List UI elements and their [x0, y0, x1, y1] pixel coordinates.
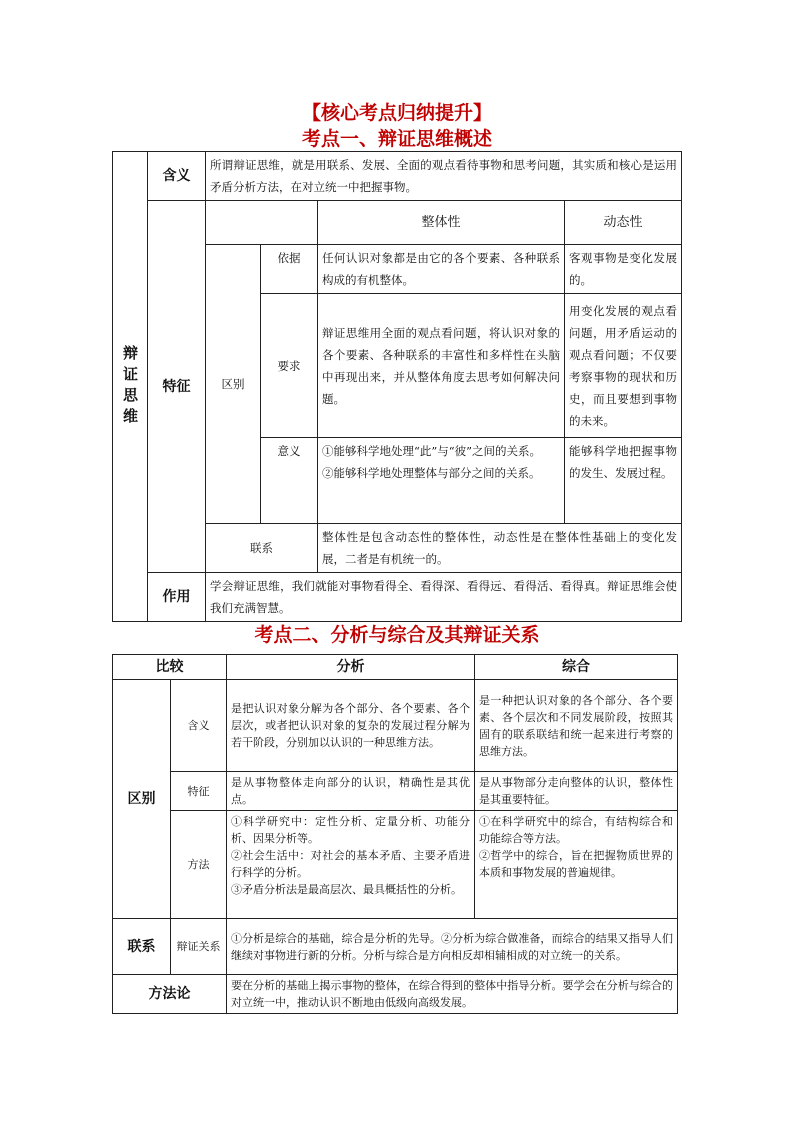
col-dynamic-header: 动态性 [565, 201, 682, 245]
h-compare: 比较 [113, 655, 227, 680]
h-synthesis: 综合 [475, 655, 678, 680]
meaning-text: 所谓辩证思维，就是用联系、发展、全面的观点看待事物和思考问题，其实质和核心是运用矛盾分析方法，在对立统一中把握事物。 [206, 152, 682, 201]
role-text: 学会辩证思维，我们就能对事物看得全、看得深、看得远、看得活、看得真。辩证思维会使我们充满智慧。 [206, 573, 682, 622]
sig-whole-1: ①能够科学地处理“此”与“彼”之间的关系。 [322, 444, 542, 458]
link-text: 整体性是包含动态性的整体性，动态性是在整体性基础上的变化发展，二者是有机统一的。 [318, 524, 682, 573]
feature-synthesis: 是从事物部分走向整体的认识，整体性是其重要特征。 [475, 772, 678, 811]
side-label: 辩证思维 [121, 344, 139, 429]
dialectic-label: 辩证关系 [171, 919, 227, 975]
meaning-analysis: 是把认识对象分解为各个部分、各个要素、各个层次，或者把认识对象的复杂的发展过程分解为若干阶段，分别加以认识的一种思维方法。 [227, 680, 475, 772]
blank-header-cell [206, 201, 318, 245]
feature-label: 特征 [148, 201, 206, 573]
methodology-label: 方法论 [113, 975, 227, 1014]
meaning-synthesis: 是一种把认识对象的各个部分、各个要素、各个层次和不同发展阶段，按照其固有的联系联结和统一起来进行考察的思维方法。 [475, 680, 678, 772]
col-whole-header: 整体性 [318, 201, 565, 245]
h-analysis: 分析 [227, 655, 475, 680]
method-analysis-3: ③矛盾分析法是最高层次、最具概括性的分析。 [231, 883, 462, 896]
topic2-title: 考点二、分析与综合及其辩证关系 [254, 624, 540, 646]
basis-whole: 任何认识对象都是由它的各个要素、各种联系构成的有机整体。 [318, 245, 565, 294]
feature-analysis: 是从事物整体走向部分的认识，精确性是其优点。 [227, 772, 475, 811]
sig-label: 意义 [261, 438, 318, 524]
req-dynamic: 用变化发展的观点看问题，用矛盾运动的观点看问题；不仅要考察事物的现状和历史，而且要想到事物的未来。 [565, 294, 682, 438]
link-label: 联系 [206, 524, 318, 573]
meaning-label: 含义 [148, 152, 206, 201]
method-synthesis-2: ②哲学中的综合，旨在把握物质世界的本质和事物发展的普遍规律。 [479, 849, 673, 879]
sig-whole [318, 438, 565, 524]
topic1-title: 考点一、辩证思维概述 [301, 128, 492, 150]
dialectical-thinking-table [112, 151, 682, 622]
req-label: 要求 [261, 294, 318, 438]
method-analysis-2: ②社会生活中：对社会的基本矛盾、主要矛盾进行科学的分析。 [231, 849, 470, 879]
sig-whole-2: ②能够科学地处理整体与部分之间的关系。 [322, 466, 541, 480]
methodology-text: 要在分析的基础上揭示事物的整体，在综合得到的整体中指导分析。要学会在分析与综合的对立统一中，推动认识不断地由低级向高级发展。 [227, 975, 678, 1014]
link-label-2: 联系 [113, 919, 171, 975]
basis-dynamic: 客观事物是变化发展的。 [565, 245, 682, 294]
basis-label: 依据 [261, 245, 318, 294]
link-text-2: ①分析是综合的基础，综合是分析的先导。②分析为综合做准备，而综合的结果又指导人们继续对事物进行新的分析。分析与综合是方向相反却相辅相成的对立统一的关系。 [227, 919, 678, 975]
diff-label-2: 区别 [113, 680, 171, 919]
diff-label: 区别 [206, 245, 261, 524]
side-label-cell [113, 152, 148, 622]
feature-label-2: 特征 [171, 772, 227, 811]
method-analysis-1: ①科学研究中：定性分析、定量分析、功能分析、因果分析等。 [231, 815, 470, 845]
method-analysis [227, 811, 475, 919]
meaning-label-2: 含义 [171, 680, 227, 772]
role-label: 作用 [148, 573, 206, 622]
req-whole: 辩证思维用全面的观点看问题，将认识对象的各个要素、各种联系的丰富性和多样性在头脑中再现出来，并从整体角度去思考如何解决问题。 [318, 294, 565, 438]
method-synthesis-1: ①在科学研究中的综合，有结构综合和功能综合等方法。 [479, 815, 673, 845]
analysis-synthesis-table [112, 654, 678, 1014]
main-title: 【核心考点归纳提升】 [301, 102, 492, 124]
sig-dynamic: 能够科学地把握事物的发生、发展过程。 [565, 438, 682, 524]
method-label: 方法 [171, 811, 227, 919]
method-synthesis [475, 811, 678, 919]
